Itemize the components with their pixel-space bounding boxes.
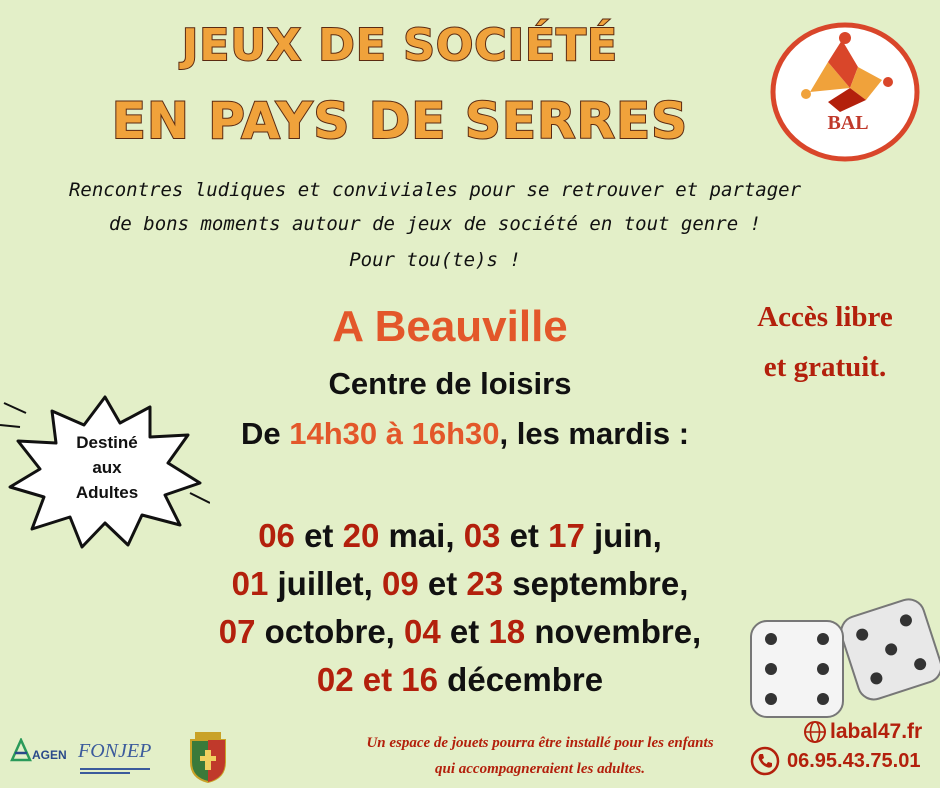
intro-line-3: Pour tou(te)s !	[349, 249, 521, 271]
date-number: 09	[382, 565, 419, 602]
phone-icon	[750, 746, 780, 776]
dates-line-2	[160, 560, 760, 608]
fonjep-underline	[80, 766, 150, 774]
place-title: A Beauville	[332, 302, 568, 351]
date-number: 03	[463, 517, 501, 554]
bal-logo-graphic	[770, 22, 920, 162]
hours-suffix: , les mardis :	[499, 416, 690, 451]
globe-icon	[803, 720, 827, 744]
agen-logo-text: AGEN	[32, 748, 67, 762]
website-link[interactable]: labal47.fr	[830, 720, 923, 743]
title-line-1: JEUX DE SOCIÉTÉ	[181, 20, 619, 71]
bal-logo	[770, 22, 920, 162]
date-number: 16	[401, 661, 439, 698]
dates-line-1	[160, 512, 760, 560]
access-line-2: et gratuit.	[763, 351, 887, 383]
access-line-1: Accès libre	[757, 301, 893, 333]
date-number: 20	[342, 517, 380, 554]
intro-line-1: Rencontres ludiques et conviviales pour se retrouver et partager	[68, 179, 802, 201]
date-number: 23	[466, 565, 504, 602]
note-line-2: qui accompagneraient les adultes.	[435, 761, 645, 777]
hours-prefix: De	[240, 416, 290, 451]
children-note	[330, 730, 750, 782]
title-line-2: EN PAYS DE SERRES	[111, 92, 689, 150]
agen-logo	[10, 738, 32, 762]
access-info	[730, 292, 920, 392]
date-word: et	[500, 517, 549, 554]
dates-line-4	[160, 656, 760, 704]
date-word: juillet,	[268, 565, 383, 602]
date-word: et	[353, 661, 402, 698]
date-word: et	[418, 565, 467, 602]
date-word: juin,	[584, 517, 662, 554]
bal-logo-text: BAL	[827, 112, 869, 134]
fonjep-logo: FONJEP	[78, 740, 152, 762]
date-number: 01	[231, 565, 269, 602]
date-number: 04	[404, 613, 441, 650]
dates-line-3	[160, 608, 760, 656]
date-word: mai,	[379, 517, 464, 554]
date-number: 02	[316, 661, 354, 698]
phone-number[interactable]: 06.95.43.75.01	[787, 750, 921, 772]
date-number: 18	[488, 613, 526, 650]
dice-icon	[745, 585, 940, 725]
audience-line-2: aux	[92, 458, 122, 477]
date-word: et	[294, 517, 343, 554]
hours	[175, 416, 755, 452]
date-number: 06	[258, 517, 295, 554]
dates-list	[160, 512, 760, 704]
date-word: septembre,	[503, 565, 689, 602]
date-word: novembre,	[525, 613, 702, 650]
audience-line-1: Destiné	[76, 433, 138, 452]
intro-line-2: de bons moments autour de jeux de société en tout genre !	[108, 213, 762, 235]
date-word: octobre,	[255, 613, 405, 650]
venue: Centre de loisirs	[328, 366, 572, 401]
audience-text	[52, 430, 162, 505]
date-number: 17	[548, 517, 585, 554]
note-line-1: Un espace de jouets pourra être installé pour les enfants	[366, 735, 714, 751]
crest-icon	[185, 730, 231, 784]
date-number: 07	[218, 613, 256, 650]
hours-range: 14h30 à 16h30	[289, 416, 500, 451]
date-word: décembre	[438, 661, 604, 698]
dice-graphic	[745, 585, 940, 725]
date-word: et	[440, 613, 489, 650]
audience-line-3: Adultes	[75, 483, 139, 502]
